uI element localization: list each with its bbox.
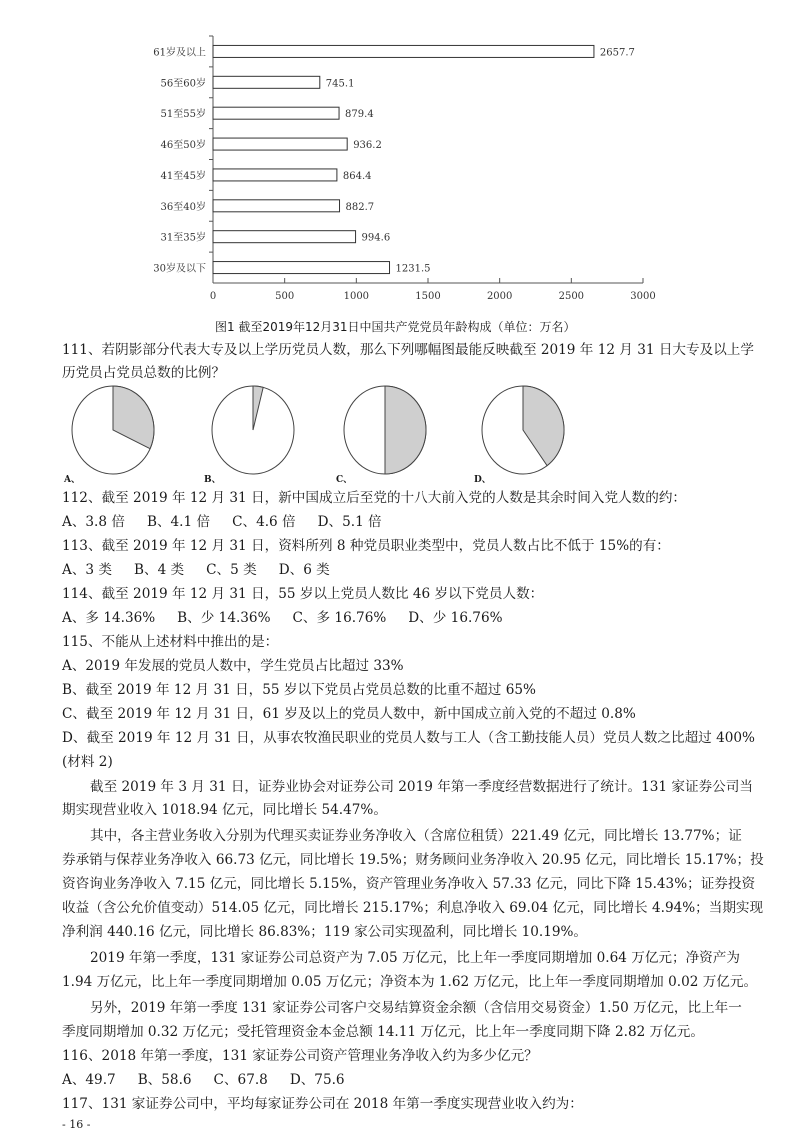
option-b: B、4.1 倍	[146, 514, 211, 530]
bar	[213, 169, 337, 181]
q117-stem: 117、131 家证券公司中，平均每家证券公司在 2018 年第一季度实现营业收入约为：	[62, 1096, 583, 1112]
category-label: 36至40岁	[160, 201, 206, 213]
q115-option-a: A、2019 年发展的党员人数中，学生党员占比超过 33%	[62, 658, 404, 674]
q111-stem-line2: 历党员占党员总数的比例？	[62, 365, 226, 381]
option-c: C、67.8	[213, 1072, 268, 1088]
q114-options	[62, 609, 525, 627]
bar	[213, 76, 320, 88]
x-tick-label: 3000	[630, 291, 656, 302]
option-d: D、6 类	[278, 562, 330, 578]
x-tick-label: 0	[209, 291, 217, 302]
q113-stem: 113、截至 2019 年 12 月 31 日，资料所列 8 种党员职业类型中，党员人数占比不低于 15%的有：	[62, 538, 670, 554]
category-label: 30岁及以下	[153, 263, 206, 275]
value-label: 882.7	[345, 201, 375, 213]
page-number: - 16 -	[62, 1118, 91, 1131]
option-d: D、少 16.76%	[408, 610, 503, 626]
bar	[213, 138, 347, 150]
value-label: 994.6	[361, 232, 391, 244]
x-tick-label: 500	[275, 291, 295, 302]
pie-shaded-slice	[385, 386, 426, 474]
category-label: 61岁及以上	[153, 47, 206, 59]
pie-chart-option	[478, 384, 568, 476]
q116-stem: 116、2018 年第一季度，131 家证券公司资产管理业务净收入约为多少亿元？	[62, 1048, 538, 1064]
value-label: 1231.5	[395, 263, 431, 275]
pie-chart-option	[340, 384, 430, 476]
q115-option-b: B、截至 2019 年 12 月 31 日，55 岁以下党员占党员总数的比重不超过 65%	[62, 682, 536, 698]
option-b: B、58.6	[137, 1072, 192, 1088]
q111-stem-line1: 111、若阴影部分代表大专及以上学历党员人数，那么下列哪幅图最能反映截至 2019 年 12 月 31 日大专及以上学	[62, 342, 754, 358]
option-d: D、5.1 倍	[317, 514, 382, 530]
q116-options	[62, 1071, 367, 1089]
bar	[213, 200, 340, 212]
paragraph-3-line: 2019 年第一季度，131 家证券公司总资产为 7.05 万亿元，比上年一季度同期增加 0.64 万亿元；净资产为	[90, 950, 740, 966]
category-label: 31至35岁	[160, 232, 206, 244]
value-label: 864.4	[342, 170, 372, 182]
paragraph-1-line: 期实现营业收入 1018.94 亿元，同比增长 54.47%。	[62, 802, 387, 818]
q115-option-d: D、截至 2019 年 12 月 31 日，从事农牧渔民职业的党员人数与工人（含工勤技能人员）党员人数之比超过 400%	[62, 730, 755, 746]
x-tick-label: 2500	[558, 291, 585, 302]
x-tick-label: 2000	[486, 291, 513, 302]
material-label: (材料 2)	[62, 754, 113, 770]
paragraph-4-line: 季度同期增加 0.32 万亿元；受托管理资金本金总额 14.11 万亿元，比上年一季度同期下降 2.82 万亿元。	[62, 1024, 704, 1040]
x-tick-label: 1000	[343, 291, 370, 302]
bar	[213, 262, 390, 274]
q115-stem: 115、不能从上述材料中推出的是：	[62, 634, 279, 650]
q112-stem: 112、截至 2019 年 12 月 31 日，新中国成立后至党的十八大前入党的人数是其余时间入党人数的约：	[62, 490, 687, 506]
bar	[213, 45, 594, 57]
x-tick-label: 1500	[415, 291, 441, 302]
value-label: 879.4	[345, 109, 374, 121]
category-label: 51至55岁	[160, 109, 206, 121]
q114-stem: 114、截至 2019 年 12 月 31 日，55 岁以上党员人数比 46 岁以下党员人数：	[62, 586, 544, 602]
option-c: C、多 16.76%	[292, 610, 387, 626]
pie-chart-option	[208, 384, 298, 476]
option-a: A、3.8 倍	[62, 514, 125, 530]
value-label: 936.2	[353, 140, 382, 152]
bar	[213, 107, 339, 119]
option-c: C、4.6 倍	[232, 514, 296, 530]
option-c: C、5 类	[206, 562, 257, 578]
option-b: B、少 14.36%	[177, 610, 271, 626]
pie-option-label: D、	[474, 475, 491, 485]
paragraph-2-line: 其中，各主营业务收入分别为代理买卖证券业务净收入（含席位租赁）221.49 亿元，同比增长 13.77%；证	[90, 828, 742, 844]
paragraph-3-line: 1.94 万亿元，比上年一季度同期增加 0.05 万亿元；净资本为 1.62 万亿元，比上年一季度同期增加 0.02 万亿元。	[62, 974, 758, 990]
option-a: A、多 14.36%	[62, 610, 156, 626]
paragraph-4-line: 另外，2019 年第一季度 131 家证券公司客户交易结算资金余额（含信用交易资金）1.50 万亿元，比上年一	[90, 1000, 742, 1016]
category-label: 46至50岁	[160, 140, 206, 152]
pie-option-label: C、	[336, 475, 353, 485]
pie-chart-option	[68, 384, 158, 476]
option-b: B、4 类	[133, 562, 185, 578]
age-bar-chart	[0, 0, 800, 320]
category-label: 41至45岁	[160, 170, 206, 182]
pie-option-label: B、	[204, 475, 221, 485]
q115-option-c: C、截至 2019 年 12 月 31 日，61 岁及以上的党员人数中，新中国成立前入党的不超过 0.8%	[62, 706, 636, 722]
chart-caption: 图1 截至2019年12月31日中国共产党党员年龄构成（单位：万名）	[215, 320, 576, 334]
option-a: A、3 类	[62, 562, 112, 578]
option-a: A、49.7	[62, 1072, 116, 1088]
category-label: 56至60岁	[160, 78, 206, 90]
pie-option-label: A、	[64, 475, 80, 485]
option-d: D、75.6	[289, 1072, 345, 1088]
paragraph-2-line: 资咨询业务净收入 7.15 亿元，同比增长 5.15%，资产管理业务净收入 57.33 亿元，同比下降 15.43%；证券投资	[62, 876, 756, 892]
paragraph-2-line: 券承销与保荐业务净收入 66.73 亿元，同比增长 19.5%；财务顾问业务净收入 20.95 亿元，同比增长 15.17%；投	[62, 852, 764, 868]
q113-options	[62, 561, 352, 579]
value-label: 745.1	[325, 78, 355, 90]
paragraph-2-line: 收益（含公允价值变动）514.05 亿元，同比增长 215.17%；利息净收入 69.04 亿元，同比增长 4.94%；当期实现	[62, 900, 764, 916]
paragraph-1-line: 截至 2019 年 3 月 31 日，证券业协会对证券公司 2019 年第一季度经营数据进行了统计。131 家证券公司当	[90, 779, 753, 795]
q112-options	[62, 513, 404, 531]
paragraph-2-line: 净利润 440.16 亿元，同比增长 86.83%；119 家公司实现盈利，同比增长 10.19%。	[62, 924, 588, 940]
bar	[213, 231, 356, 243]
value-label: 2657.7	[599, 47, 635, 59]
